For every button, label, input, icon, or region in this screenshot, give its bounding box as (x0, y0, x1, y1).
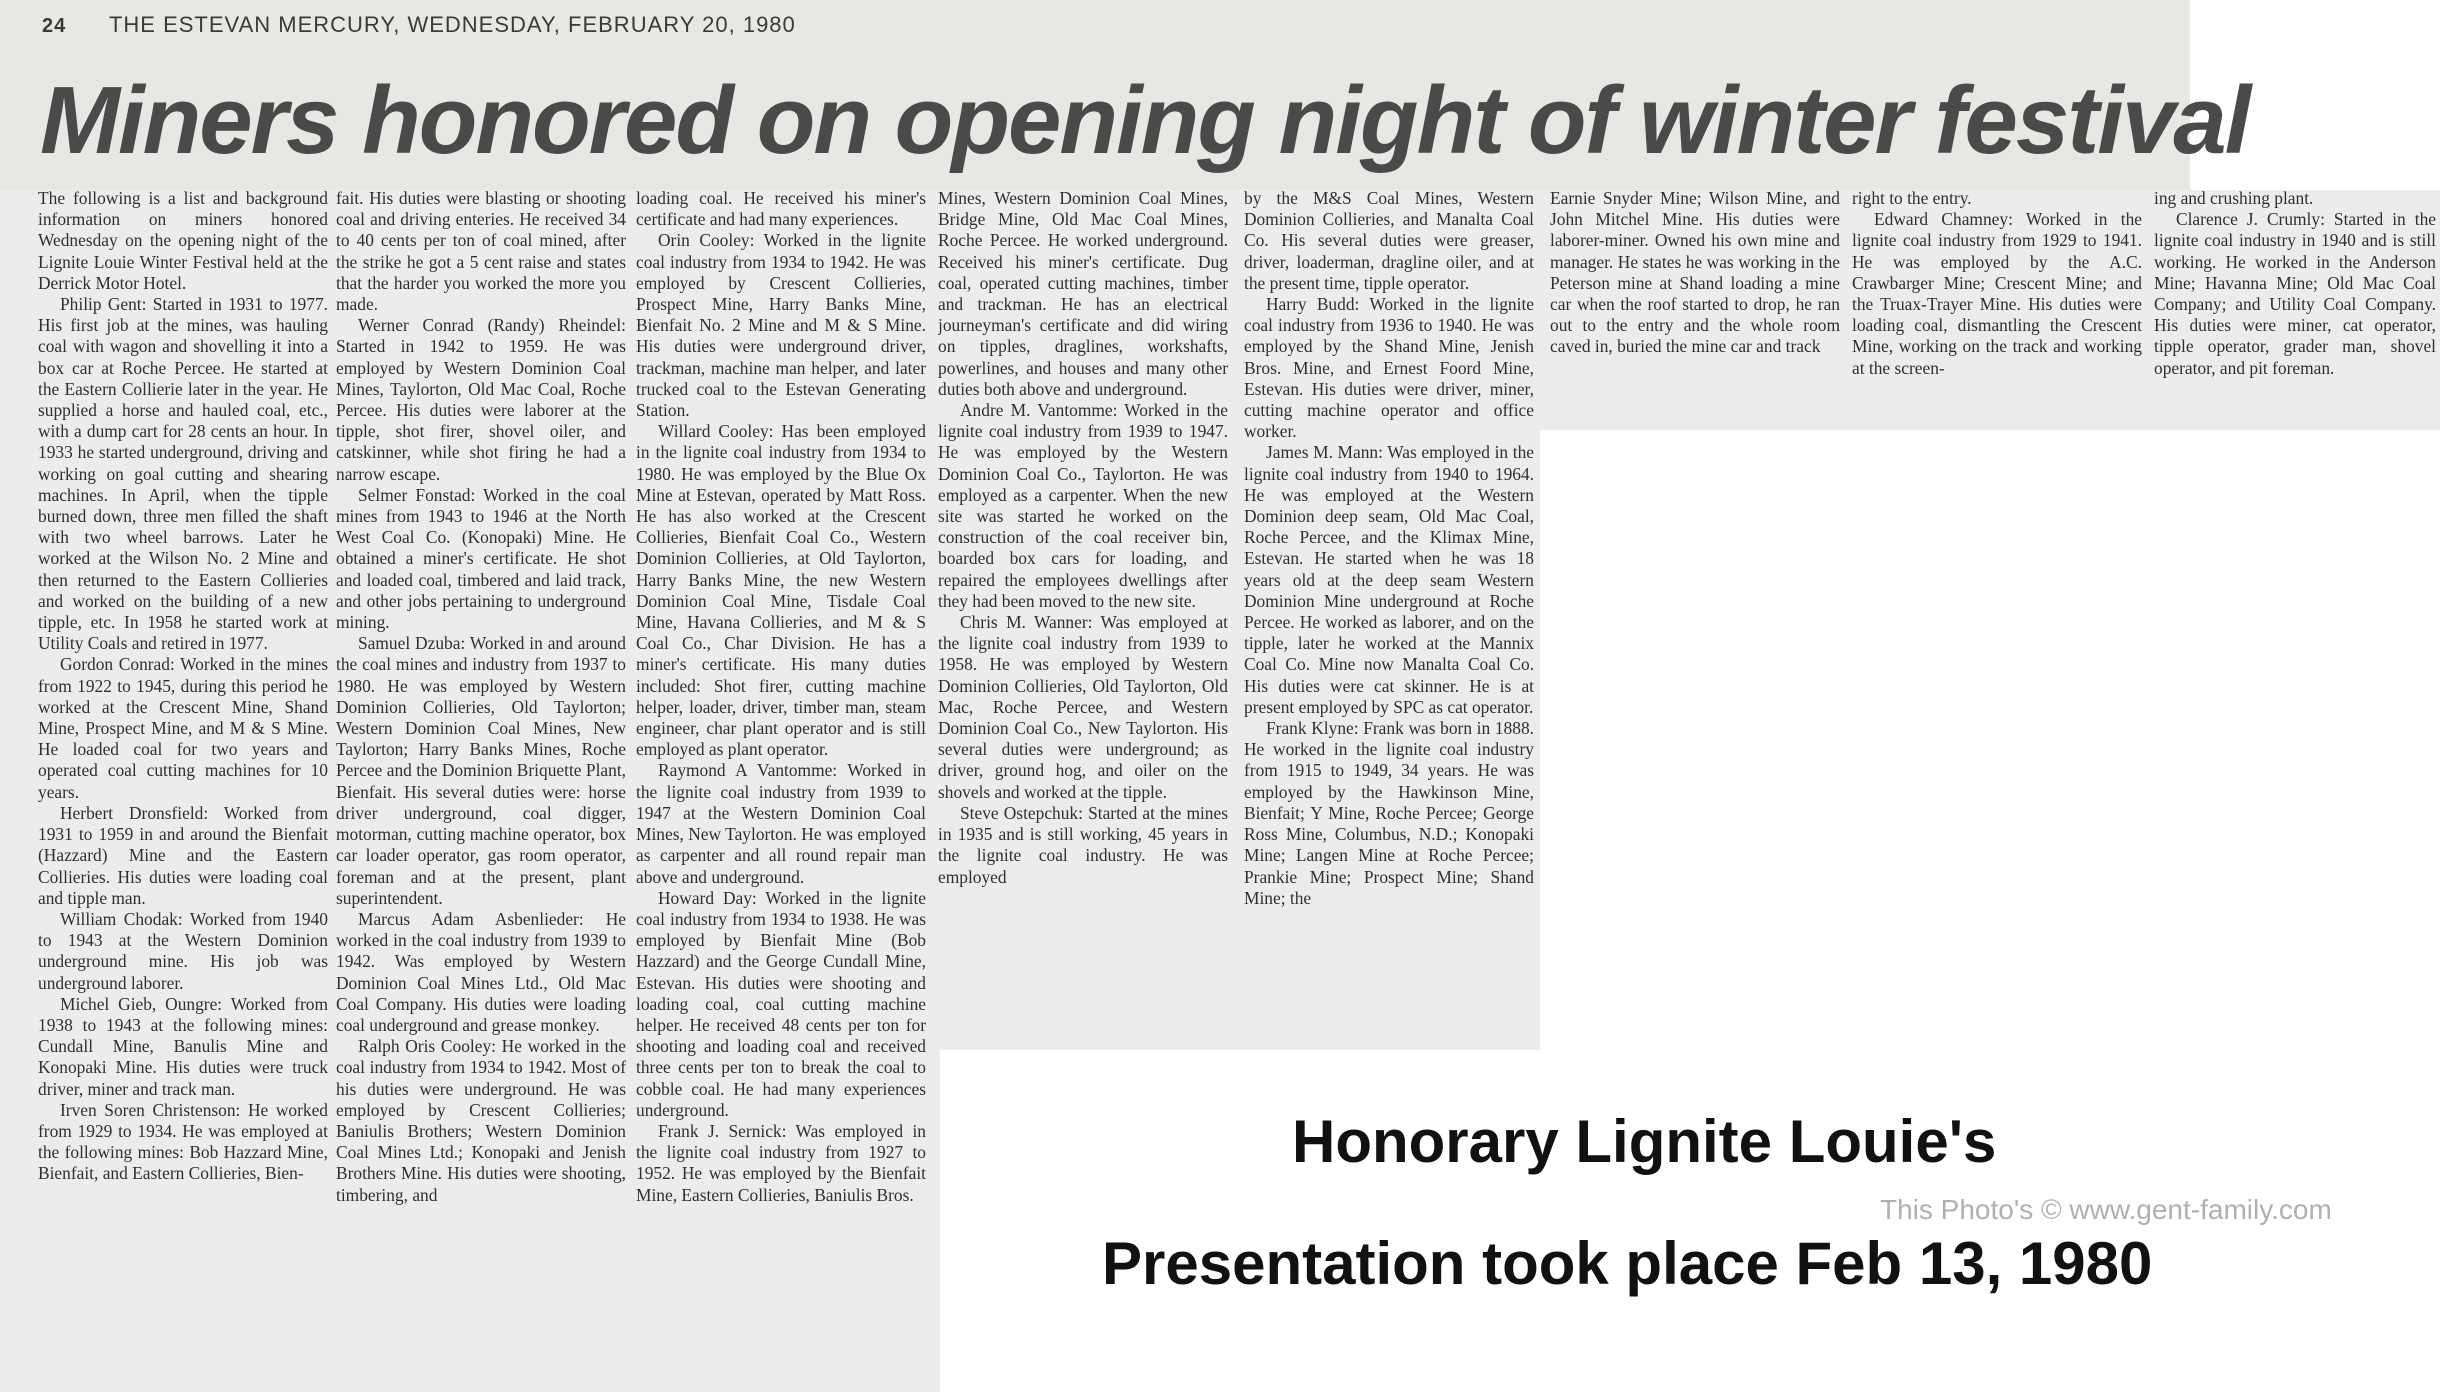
article-paragraph: Philip Gent: Started in 1931 to 1977. His first job at the mines, was hauling coal with wagon and shovelling it into a box car at Roche Percee. He started at the Eastern Collierie later in the year. He supplied a horse and hauled coal, etc., with a dump cart for 28 cents an hour. In 1933 he started underground, driving and working on goal cutting and shearing machines. In April, when the tipple burned down, three men filled the shaft with two wheel barrows. Later he worked at the Wilson No. 2 Mine and then returned to the Eastern Collieries and worked on the building of a new tipple, etc. In 1958 he started work at Utility Coals and retired in 1977. (38, 294, 328, 654)
article-column-8 (2154, 188, 2436, 418)
article-paragraph: William Chodak: Worked from 1940 to 1943 at the Western Dominion underground mine. His job was underground laborer. (38, 908, 328, 993)
article-column-7 (1852, 188, 2142, 418)
article-paragraph: Selmer Fonstad: Worked in the coal mines from 1943 to 1946 at the North West Coal Co. (Konopaki) Mine. He obtained a miner's certificate. He shot and loaded coal, timbered and laid track, and other jobs pertaining to underground mining. (336, 484, 626, 633)
article-paragraph: Herbert Dronsfield: Worked from 1931 to 1959 in and around the Bienfait (Hazzard) Mine and the Eastern Collieries. His duties were loading coal and tipple man. (38, 802, 328, 908)
article-paragraph: Irven Soren Christenson: He worked from 1929 to 1934. He was employed at the following mines: Bob Hazzard Mine, Bienfait, and Eastern Collieries, Bien- (38, 1099, 328, 1184)
article-paragraph: Edward Chamney: Worked in the lignite coal industry from 1929 to 1941. He was employed by the A.C. Crawbarger Mine; Crescent Mine; and the Truax-Trayer Mine. His duties were loading coal, dismantling the Crescent Mine, working on the track and working at the screen- (1852, 209, 2142, 378)
article-paragraph: Frank J. Sernick: Was employed in the lignite coal industry from 1927 to 1952. He was employed by the Bienfait Mine, Eastern Collieries, Baniulis Bros. (636, 1120, 926, 1205)
article-column-5 (1244, 188, 1534, 1038)
article-paragraph: Samuel Dzuba: Worked in and around the coal mines and industry from 1937 to 1980. He was employed by Western Dominion Collieries, Old Taylorton; Western Dominion Coal Mines, New Taylorton; Harry Banks Mines, Roche Percee and the Dominion Briquette Plant, Bienfait. His several duties were: horse driver underground, coal digger, motorman, cutting machine operator, box car loader operator, gas room operator, foreman and at the present, plant superintendent. (336, 633, 626, 908)
article-paragraph: The following is a list and background information on miners honored Wednesday on the opening night of the Lignite Louie Winter Festival held at the Derrick Motor Hotel. (38, 188, 328, 293)
caption-line-1: Honorary Lignite Louie's (1292, 1108, 1997, 1175)
article-paragraph: Frank Klyne: Frank was born in 1888. He worked in the lignite coal industry from 1915 to 1949, 34 years. He was employed by the Hawkinson Mine, Bienfait; Y Mine, Roche Percee; George Ross Mine, Columbus, N.D.; Konopaki Mine; Langen Mine at Roche Percee; Prankie Mine; Prospect Mine; Shand Mine; the (1244, 718, 1534, 908)
article-paragraph: Steve Ostepchuk: Started at the mines in 1935 and is still working, 45 years in the lignite coal industry. He was employed (938, 802, 1228, 887)
article-paragraph: ing and crushing plant. (2154, 188, 2314, 208)
article-paragraph: Marcus Adam Asbenlieder: He worked in the coal industry from 1939 to 1942. Was employed by Western Dominion Coal Mines Ltd., Old Mac Coal Company. His duties were loading coal underground and grease monkey. (336, 908, 626, 1035)
article-column-6 (1550, 188, 1840, 418)
article-column-1 (38, 188, 328, 1378)
article-paragraph: Andre M. Vantomme: Worked in the lignite coal industry from 1939 to 1947. He was employed by the Western Dominion Coal Co., Taylorton. He was employed as a carpenter. When the new site was started he worked on the construction of the coal receiver bin, boarded box cars for loading, and repaired the employees dwellings after they had been moved to the new site. (938, 400, 1228, 611)
article-paragraph: Howard Day: Worked in the lignite coal industry from 1934 to 1938. He was employed by Bienfait Mine (Bob Hazzard) and the George Cundall Mine, Estevan. His duties were shooting and loading coal, coal cutting machine helper. He received 48 cents per ton for shooting and loading coal and received three cents per ton to break the coal to cobble coal. He had many experiences underground. (636, 887, 926, 1120)
article-column-3 (636, 188, 926, 1378)
article-paragraph: fait. His duties were blasting or shooting coal and driving enteries. He received 34 to 40 cents per ton of coal mined, after the strike he got a 5 cent raise and states that the harder you worked the more you made. (336, 188, 626, 315)
article-paragraph: Mines, Western Dominion Coal Mines, Bridge Mine, Old Mac Coal Mines, Roche Percee. He worked underground. Received his miner's certificate. Dug coal, operated cutting machines, timber and trackman. He has an electrical journeyman's certificate and did wiring on tipples, draglines, workshafts, powerlines, and houses and many other duties both above and underground. (938, 188, 1228, 399)
masthead (42, 12, 796, 48)
article-column-4 (938, 188, 1228, 1028)
watermark: This Photo's © www.gent-family.com (1880, 1194, 2332, 1225)
article-paragraph: Harry Budd: Worked in the lignite coal industry from 1936 to 1940. He was employed by the Shand Mine, Jenish Bros. Mine, and Ernest Foord Mine, Estevan. His duties were driver, miner, cutting machine operator and office worker. (1244, 294, 1534, 442)
article-paragraph: by the M&S Coal Mines, Western Dominion Collieries, and Manalta Coal Co. His several duties were greaser, driver, loaderman, dragline oiler, and at the present time, tipple operator. (1244, 188, 1534, 293)
article-paragraph: Earnie Snyder Mine; Wilson Mine, and John Mitchel Mine. His duties were laborer-miner. Owned his own mine and manager. He states he was working in the Peterson mine at Shand loading a mine car when the roof started to drop, he ran out to the entry and the whole room caved in, buried the mine car and track (1550, 188, 1840, 357)
article-paragraph: right to the entry. (1852, 188, 1972, 208)
masthead-text: THE ESTEVAN MERCURY, WEDNESDAY, FEBRUARY 20, 1980 (108, 12, 796, 37)
article-paragraph: Raymond A Vantomme: Worked in the lignite coal industry from 1939 to 1947 at the Western Dominion Coal Mines, New Taylorton. He was employed as carpenter and all round repair man above and underground. (636, 760, 926, 887)
article-paragraph: James M. Mann: Was employed in the lignite coal industry from 1940 to 1964. He was employed at the Western Dominion deep seam, Old Mac Coal, Roche Percee, and the Klimax Mine, Estevan. He started when he was 18 years old at the deep seam Western Dominion Mine underground at Roche Percee. He worked as laborer, and on the tipple, later he worked at the Mannix Coal Co. Mine now Manalta Coal Co. His duties were cat skinner. He is at present employed by SPC as cat operator. (1244, 442, 1534, 717)
headline: Miners honored on opening night of winter festival (40, 67, 2250, 174)
article-paragraph: Gordon Conrad: Worked in the mines from 1922 to 1945, during this period he worked at the Crescent Mine, Shand Mine, Prospect Mine, and M & S Mine. He loaded coal for two years and operated coal cutting machines for 10 years. (38, 654, 328, 802)
article-paragraph: Clarence J. Crumly: Started in the lignite coal industry in 1940 and is still working. He worked in the Anderson Mine; Havanna Mine; Old Mac Coal Company; and Utility Coal Company. His duties were miner, cat operator, tipple operator, grader man, shovel operator, and pit foreman. (2154, 209, 2436, 378)
article-paragraph: Werner Conrad (Randy) Rheindel: Started in 1942 to 1959. He was employed by Western Dominion Coal Mines, Taylorton, Old Mac Coal, Roche Percee. His duties were laborer at the tipple, shot firer, shovel oiler, and catskinner, while shot firing he had a narrow escape. (336, 315, 626, 484)
article-paragraph: Willard Cooley: Has been employed in the lignite coal industry from 1934 to 1980. He was employed by the Blue Ox Mine at Estevan, operated by Matt Ross. He has also worked at the Crescent Collieries, Bienfait Coal Co., Western Dominion Collieries, at Old Taylorton, Harry Banks Mine, the new Western Dominion Coal Mine, Tisdale Coal Mine, Havana Collieries, and M & S Coal Co., Char Division. He has a miner's certificate. His many duties included: Shot firer, cutting machine helper, loader, driver, timber man, steam engineer, char plant operator and is still employed as plant operator. (636, 421, 926, 760)
caption-line-2: Presentation took place Feb 13, 1980 (1102, 1230, 2153, 1297)
article-paragraph: loading coal. He received his miner's certificate and had many experiences. (636, 188, 926, 230)
article-column-2 (336, 188, 626, 1378)
article-paragraph: Ralph Oris Cooley: He worked in the coal industry from 1934 to 1942. Most of his duties were underground. He was employed by Crescent Collieries; Baniulis Brothers; Western Dominion Coal Mines Ltd.; Konopaki and Jenish Brothers Mine. His duties were shooting, timbering, and (336, 1036, 626, 1205)
article-paragraph: Orin Cooley: Worked in the lignite coal industry from 1934 to 1942. He was employed by Crescent Collieries, Prospect Mine, Harry Banks Mine, Bienfait No. 2 Mine and M & S Mine. His duties were underground driver, trackman, machine man helper, and later trucked coal to the Estevan Generating Station. (636, 230, 926, 421)
article-paragraph: Michel Gieb, Oungre: Worked from 1938 to 1943 at the following mines: Cundall Mine, Banulis Mine and Konopaki Mine. His duties were truck driver, miner and track man. (38, 993, 328, 1099)
article-paragraph: Chris M. Wanner: Was employed at the lignite coal industry from 1939 to 1958. He was employed by Western Dominion Collieries, Old Taylorton, Old Mac, Roche Percee, and Western Dominion Coal Co., New Taylorton. His several duties were underground; as driver, ground hog, and oiler on the shovels and worked at the tipple. (938, 612, 1228, 802)
page-number: 24 (42, 15, 67, 37)
